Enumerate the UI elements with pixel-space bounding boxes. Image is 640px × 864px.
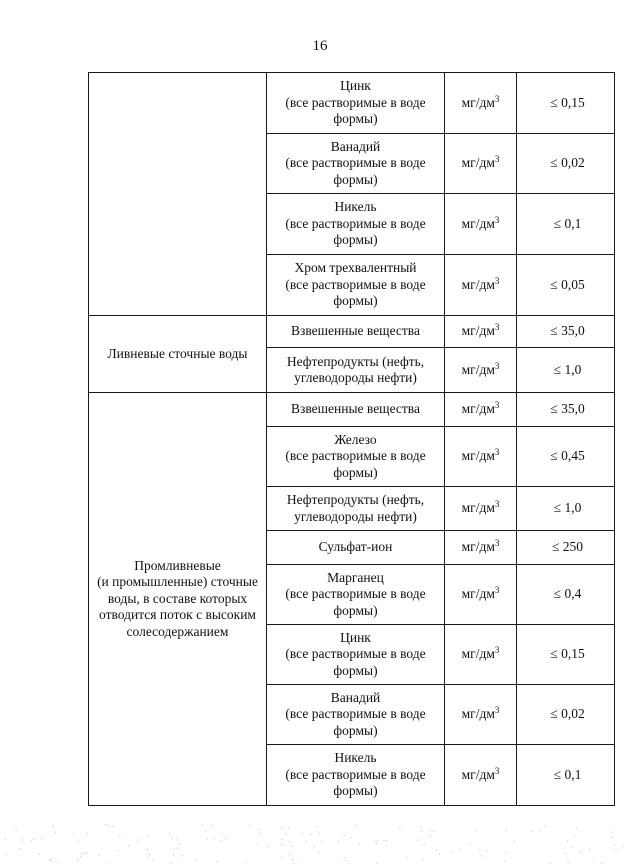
text-line: Цинк bbox=[340, 78, 371, 94]
unit-cell bbox=[445, 565, 517, 625]
substance-cell bbox=[267, 393, 445, 427]
unit-base: мг/дм bbox=[461, 646, 495, 662]
unit-base: мг/дм bbox=[461, 215, 495, 231]
unit-cell bbox=[445, 685, 517, 745]
unit-base: мг/дм bbox=[461, 766, 495, 782]
wastewater-type-cell bbox=[89, 73, 267, 316]
text-line: Взвешенные вещества bbox=[291, 401, 420, 417]
text-line: Никель bbox=[334, 750, 377, 766]
text-line: (все растворимые в воде bbox=[285, 215, 426, 231]
unit-base: мг/дм bbox=[461, 94, 495, 110]
unit-exponent: 3 bbox=[494, 447, 500, 458]
substance-cell bbox=[267, 625, 445, 685]
substance-cell bbox=[267, 745, 445, 806]
limit-value-cell: ≤ 250 bbox=[517, 531, 615, 565]
text-line: (все растворимые в воде bbox=[285, 448, 426, 464]
unit-exponent: 3 bbox=[494, 400, 500, 411]
text-line: Марганец bbox=[327, 569, 384, 585]
text-line: Сульфат-ион bbox=[318, 539, 393, 555]
limit-value-cell: ≤ 0,02 bbox=[517, 685, 615, 745]
text-line: Нефтепродукты (нефть, bbox=[286, 492, 425, 507]
substance-cell bbox=[267, 194, 445, 255]
limit-value-cell: ≤ 35,0 bbox=[517, 316, 615, 348]
unit-cell bbox=[445, 255, 517, 316]
unit-base: мг/дм bbox=[461, 276, 495, 292]
wastewater-type-cell bbox=[89, 316, 267, 393]
unit-cell bbox=[445, 316, 517, 348]
unit-cell bbox=[445, 73, 517, 134]
unit-cell bbox=[445, 393, 517, 427]
text-line: (все растворимые в воде bbox=[285, 94, 426, 110]
unit-exponent: 3 bbox=[494, 538, 500, 549]
table-row bbox=[89, 393, 615, 427]
limit-value-cell: ≤ 0,1 bbox=[517, 745, 615, 806]
limit-value-cell: ≤ 0,05 bbox=[517, 255, 615, 316]
substance-cell bbox=[267, 134, 445, 194]
text-line: углеводороды нефти) bbox=[294, 370, 417, 385]
unit-exponent: 3 bbox=[494, 585, 500, 596]
unit-cell bbox=[445, 625, 517, 685]
substance-cell bbox=[267, 685, 445, 745]
unit-exponent: 3 bbox=[494, 499, 500, 510]
unit-cell bbox=[445, 134, 517, 194]
unit-exponent: 3 bbox=[494, 93, 500, 104]
substance-cell bbox=[267, 487, 445, 531]
unit-base: мг/дм bbox=[461, 361, 495, 377]
limit-value-cell: ≤ 1,0 bbox=[517, 348, 615, 393]
text-line: (все растворимые в воде bbox=[285, 276, 426, 292]
substance-cell bbox=[267, 348, 445, 393]
unit-base: мг/дм bbox=[461, 155, 495, 171]
limit-value-cell: ≤ 0,4 bbox=[517, 565, 615, 625]
substance-cell bbox=[267, 565, 445, 625]
scan-noise bbox=[0, 824, 640, 864]
text-line: Ванадий bbox=[330, 138, 381, 154]
page-number: 16 bbox=[312, 38, 328, 54]
text-line: Хром трехвалентный bbox=[294, 260, 417, 276]
text-line: (и промышленные) сточные bbox=[97, 574, 258, 590]
text-line: (все растворимые в воде bbox=[285, 646, 426, 662]
limit-value-cell: ≤ 0,1 bbox=[517, 194, 615, 255]
text-line: воды, в составе которых bbox=[107, 590, 248, 606]
text-line: Никель bbox=[334, 199, 377, 215]
wastewater-type-cell bbox=[89, 393, 267, 806]
unit-cell bbox=[445, 194, 517, 255]
limit-value-cell: ≤ 35,0 bbox=[517, 393, 615, 427]
limit-value-cell: ≤ 0,15 bbox=[517, 625, 615, 685]
unit-exponent: 3 bbox=[494, 705, 500, 716]
text-line: формы) bbox=[333, 111, 378, 127]
unit-exponent: 3 bbox=[494, 765, 500, 776]
text-line: Нефтепродукты (нефть, bbox=[286, 353, 425, 369]
unit-base: мг/дм bbox=[461, 586, 495, 602]
text-line: формы) bbox=[333, 662, 378, 678]
unit-cell bbox=[445, 348, 517, 393]
wastewater-limits-table bbox=[88, 72, 615, 806]
text-line: формы) bbox=[333, 464, 378, 480]
text-line: (все растворимые в воде bbox=[285, 706, 426, 722]
text-line: Железо bbox=[334, 431, 377, 447]
unit-exponent: 3 bbox=[494, 322, 500, 333]
unit-base: мг/дм bbox=[461, 706, 495, 722]
unit-exponent: 3 bbox=[494, 214, 500, 225]
limit-value-cell: ≤ 0,02 bbox=[517, 134, 615, 194]
limit-value-cell: ≤ 1,0 bbox=[517, 487, 615, 531]
unit-exponent: 3 bbox=[494, 275, 500, 286]
text-line: Цинк bbox=[340, 629, 371, 645]
text-line: солесодержанием bbox=[126, 623, 229, 639]
text-line: формы) bbox=[333, 232, 378, 248]
substance-cell bbox=[267, 255, 445, 316]
unit-exponent: 3 bbox=[494, 360, 500, 371]
unit-base: мг/дм bbox=[461, 500, 495, 516]
text-line: Ливневые сточные воды bbox=[107, 345, 248, 361]
unit-cell bbox=[445, 745, 517, 806]
table-row bbox=[89, 73, 615, 134]
text-line: формы) bbox=[333, 293, 378, 309]
text-line: Промливневые bbox=[134, 557, 221, 573]
text-line: формы) bbox=[333, 722, 378, 738]
substance-cell bbox=[267, 73, 445, 134]
text-line: Взвешенные вещества bbox=[291, 323, 420, 339]
substance-cell bbox=[267, 427, 445, 487]
limit-value-cell: ≤ 0,45 bbox=[517, 427, 615, 487]
unit-base: мг/дм bbox=[461, 539, 495, 555]
text-line: углеводороды нефти) bbox=[294, 508, 417, 524]
limit-value-cell: ≤ 0,15 bbox=[517, 73, 615, 134]
unit-cell bbox=[445, 487, 517, 531]
text-line: формы) bbox=[333, 602, 378, 618]
text-line: отводится поток с высоким bbox=[99, 607, 256, 623]
substance-cell bbox=[267, 531, 445, 565]
text-line: (все растворимые в воде bbox=[285, 586, 426, 602]
substance-cell bbox=[267, 316, 445, 348]
unit-base: мг/дм bbox=[461, 401, 495, 417]
unit-exponent: 3 bbox=[494, 645, 500, 656]
unit-base: мг/дм bbox=[461, 448, 495, 464]
text-line: (все растворимые в воде bbox=[285, 155, 426, 171]
unit-cell bbox=[445, 427, 517, 487]
unit-exponent: 3 bbox=[494, 154, 500, 165]
text-line: Ванадий bbox=[330, 689, 381, 705]
text-line: (все растворимые в воде bbox=[285, 766, 426, 782]
text-line: формы) bbox=[333, 783, 378, 799]
unit-base: мг/дм bbox=[461, 323, 495, 339]
table-row bbox=[89, 316, 615, 348]
unit-cell bbox=[445, 531, 517, 565]
text-line: формы) bbox=[333, 171, 378, 187]
